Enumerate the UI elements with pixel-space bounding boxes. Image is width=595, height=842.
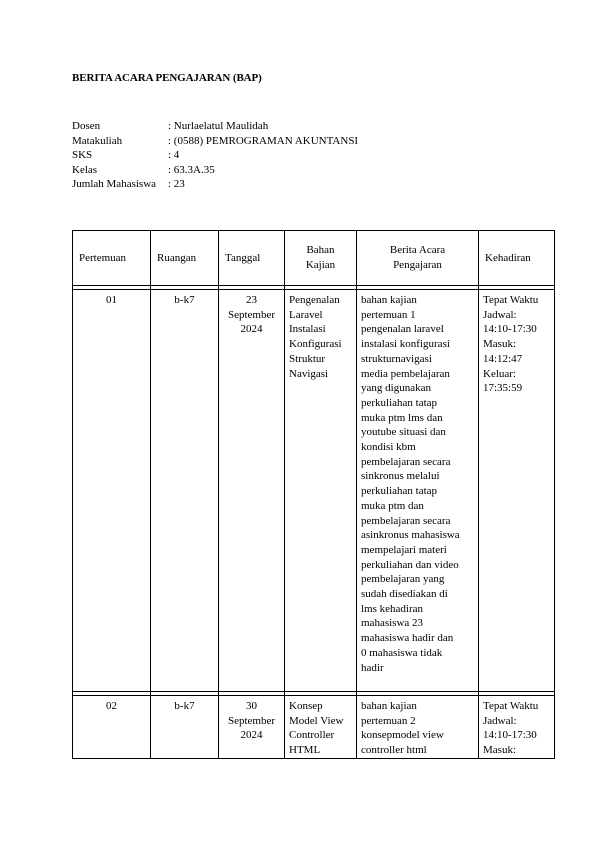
- cell-ruangan: b-k7: [151, 696, 219, 759]
- info-row-kelas: [72, 163, 358, 178]
- header-bahan-kajian: Bahan Kajian: [285, 231, 357, 286]
- info-value: : 4: [168, 149, 180, 161]
- table-row: [73, 290, 555, 692]
- info-value: : 23: [168, 178, 185, 190]
- cell-pertemuan: 01: [73, 290, 151, 692]
- cell-kehadiran: Tepat Waktu Jadwal: 14:10-17:30 Masuk: 14:12:47 Keluar: 17:35:59: [479, 290, 555, 692]
- info-label: Jumlah Mahasiswa: [72, 178, 157, 190]
- header-kehadiran: Kehadiran: [479, 231, 555, 286]
- cell-bahan-kajian: Pengenalan Laravel Instalasi Konfigurasi Struktur Navigasi: [285, 290, 357, 692]
- cell-ruangan: b-k7: [151, 290, 219, 692]
- document-title: BERITA ACARA PENGAJARAN (BAP): [72, 72, 262, 84]
- info-block: [72, 119, 358, 192]
- table-row: [73, 696, 555, 759]
- info-value: : Nurlaelatul Maulidah: [168, 120, 269, 132]
- cell-tanggal: 23 September 2024: [219, 290, 285, 692]
- cell-pertemuan: 02: [73, 696, 151, 759]
- header-berita-acara: Berita Acara Pengajaran: [357, 231, 479, 286]
- info-label: SKS: [72, 149, 93, 161]
- header-pertemuan: Pertemuan: [73, 231, 151, 286]
- header-tanggal: Tanggal: [219, 231, 285, 286]
- info-label: Dosen: [72, 120, 101, 132]
- table-header-row: [73, 231, 555, 286]
- cell-kehadiran: Tepat Waktu Jadwal: 14:10-17:30 Masuk:: [479, 696, 555, 759]
- bap-table: [72, 230, 555, 759]
- cell-berita-acara: bahan kajian pertemuan 2 konsepmodel view controller html: [357, 696, 479, 759]
- info-value: : 63.3A.35: [168, 163, 215, 176]
- info-value: : (0588) PEMROGRAMAN AKUNTANSI: [168, 134, 359, 147]
- cell-bahan-kajian: Konsep Model View Controller HTML: [285, 696, 357, 759]
- info-row-jumlah-mahasiswa: [72, 177, 358, 192]
- info-row-matakuliah: [72, 134, 358, 149]
- info-row-sks: [72, 148, 358, 163]
- cell-tanggal: 30 September 2024: [219, 696, 285, 759]
- info-label: Kelas: [72, 163, 98, 176]
- cell-berita-acara: bahan kajian pertemuan 1 pengenalan laravel instalasi konfigurasi strukturnavigasi media pembelajaran yang digunakan perkuliahan tatap muka ptm lms dan youtube situasi dan kondisi kbm pembelajaran secara sinkronus melalui perkuliahan tatap muka ptm dan pembelajaran secara asinkronus mahasiswa mempelajari materi perkuliahan dan video pembelajaran yang sudah disediakan di lms kehadiran mahasiswa 23 mahasiswa hadir dan 0 mahasiswa tidak hadir: [357, 290, 479, 692]
- info-label: Matakuliah: [72, 134, 123, 147]
- info-row-dosen: [72, 119, 358, 134]
- header-ruangan: Ruangan: [151, 231, 219, 286]
